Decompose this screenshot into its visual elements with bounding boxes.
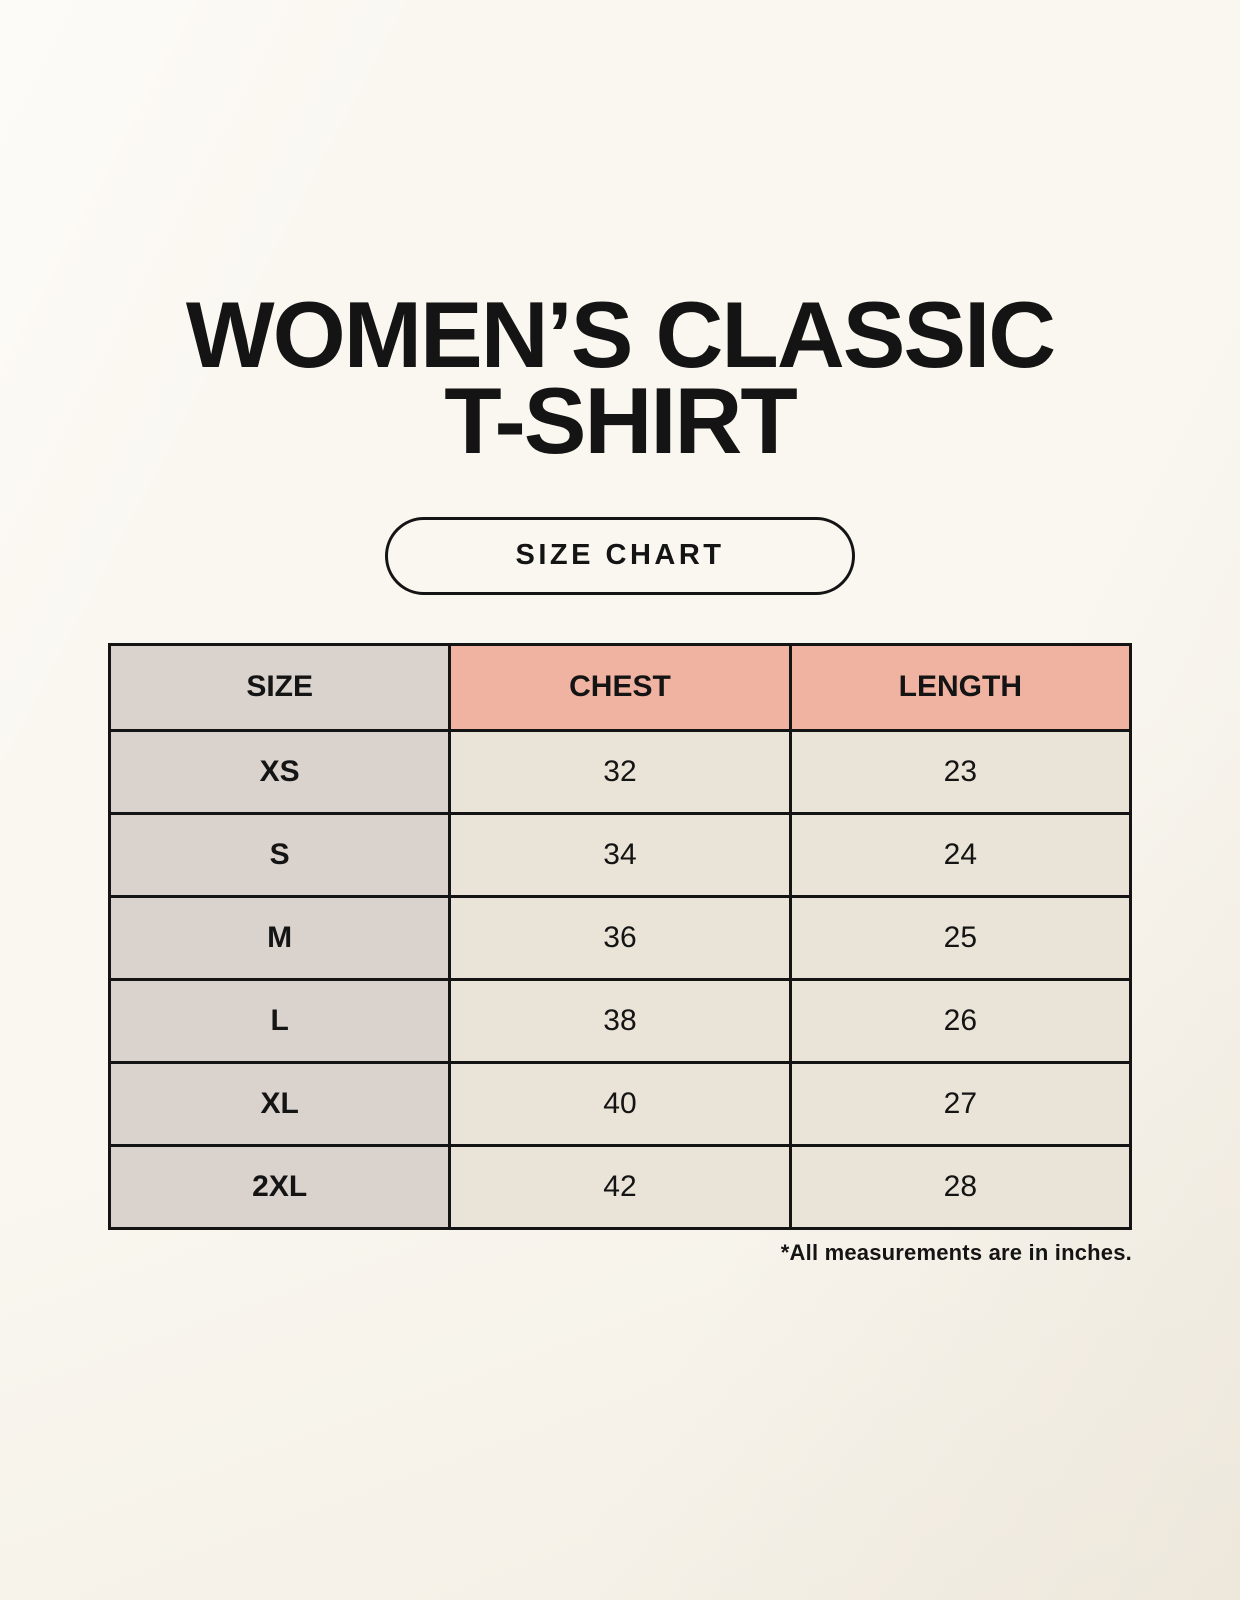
column-header-size: SIZE: [110, 644, 450, 730]
table-row: [110, 813, 1131, 896]
chest-cell: 40: [450, 1062, 790, 1145]
table-row: [110, 979, 1131, 1062]
page-title-line2: T-SHIRT: [444, 368, 796, 474]
table-row: [110, 1062, 1131, 1145]
chest-cell: 42: [450, 1145, 790, 1228]
length-cell: 27: [790, 1062, 1130, 1145]
size-chart-table: [108, 643, 1132, 1230]
size-cell: XS: [110, 730, 450, 813]
measurements-footnote: *All measurements are in inches.: [780, 1239, 1132, 1265]
chest-cell: 38: [450, 979, 790, 1062]
length-cell: 26: [790, 979, 1130, 1062]
size-cell: 2XL: [110, 1145, 450, 1228]
size-chart-table-container: [108, 643, 1132, 1266]
page-title-line1: WOMEN’S CLASSIC: [185, 282, 1055, 387]
size-cell: M: [110, 896, 450, 979]
length-cell: 25: [790, 896, 1130, 979]
size-cell: XL: [110, 1062, 450, 1145]
chest-cell: 34: [450, 813, 790, 896]
table-row: [110, 1145, 1131, 1228]
table-header-row: [110, 644, 1131, 730]
size-chart-badge: [385, 517, 855, 595]
table-row: [110, 730, 1131, 813]
chest-cell: 36: [450, 896, 790, 979]
column-header-length: LENGTH: [790, 644, 1130, 730]
column-header-chest: CHEST: [450, 644, 790, 730]
size-chart-badge-label: SIZE CHART: [515, 539, 725, 572]
length-cell: 23: [790, 730, 1130, 813]
table-row: [110, 896, 1131, 979]
length-cell: 28: [790, 1145, 1130, 1228]
page-title: [185, 282, 1055, 474]
size-cell: L: [110, 979, 450, 1062]
size-cell: S: [110, 813, 450, 896]
length-cell: 24: [790, 813, 1130, 896]
chest-cell: 32: [450, 730, 790, 813]
